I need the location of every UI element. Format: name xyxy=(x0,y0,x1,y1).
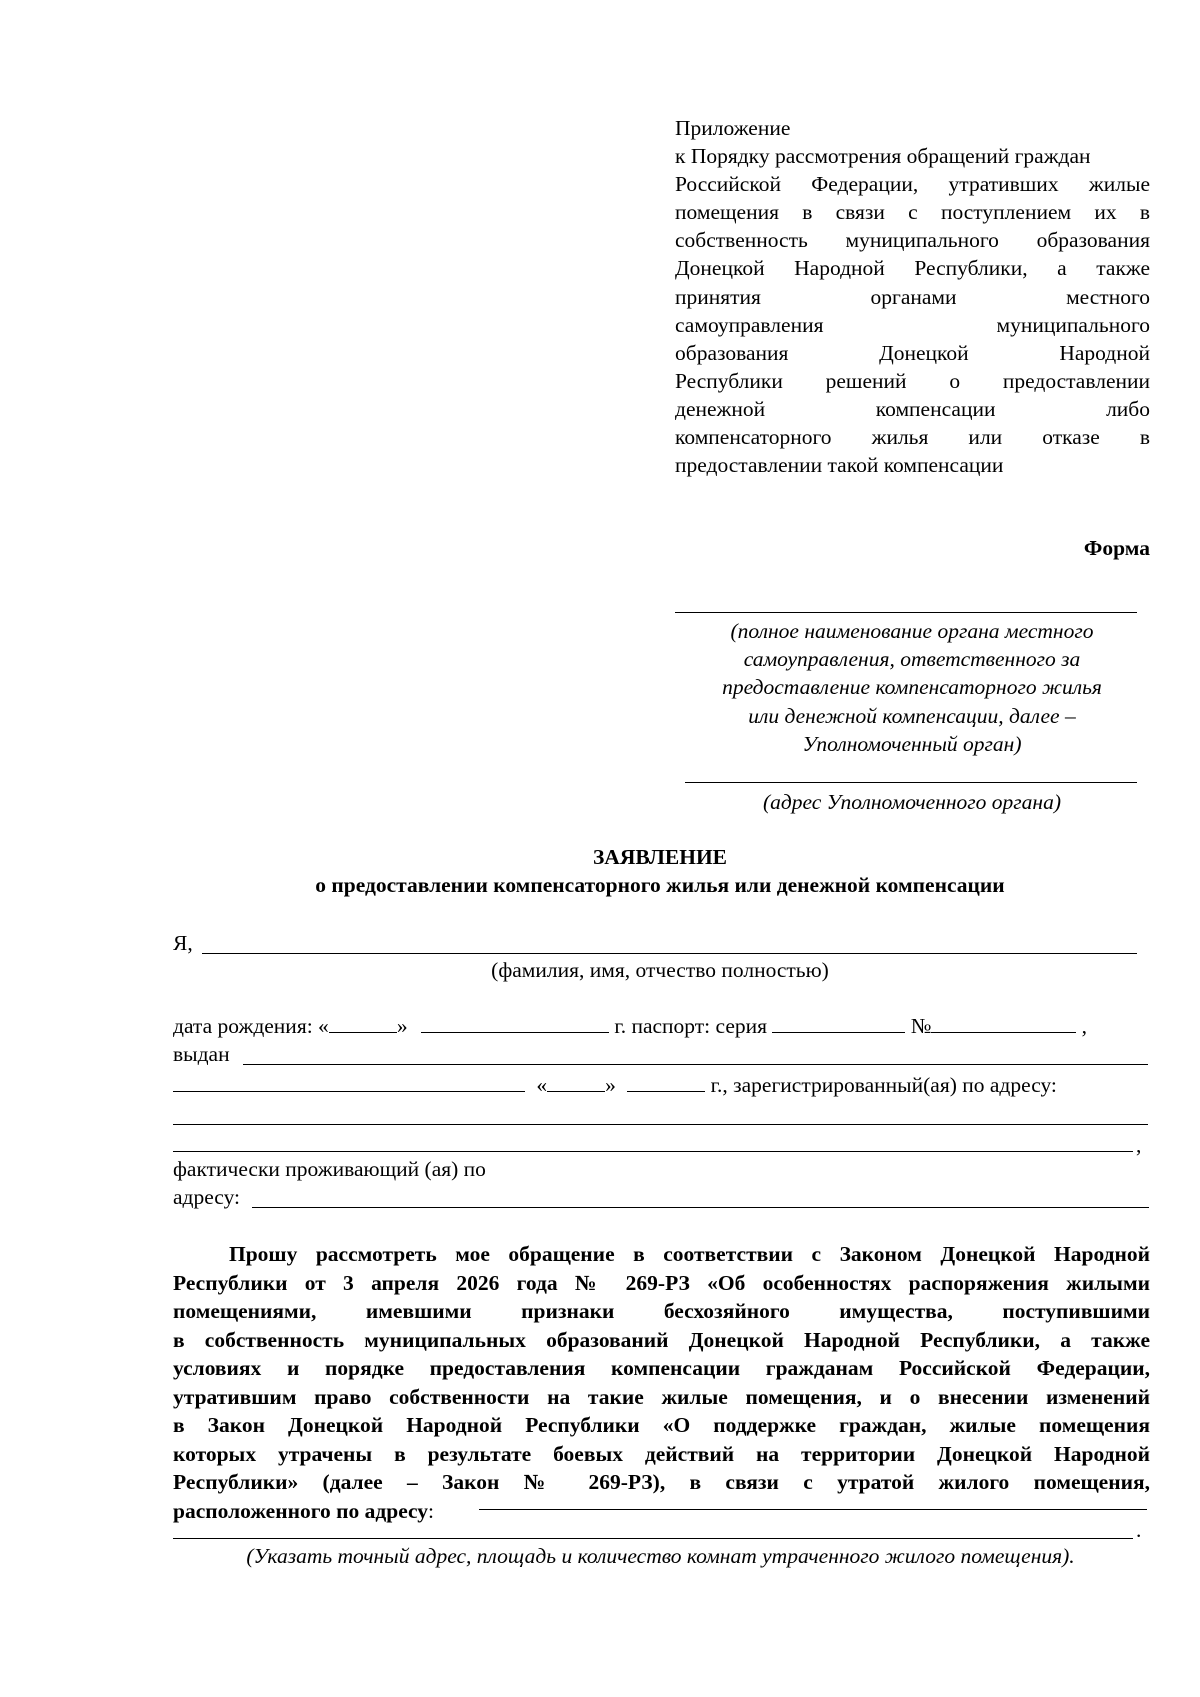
appendix-line: принятия органами местного xyxy=(675,284,1150,309)
located-at-label: расположенного по адресу xyxy=(173,1498,429,1523)
authority-address-line[interactable] xyxy=(685,782,1137,783)
issue-day-field[interactable] xyxy=(547,1073,605,1092)
lost-property-address-line-2[interactable] xyxy=(173,1538,1133,1539)
appendix-line: собственность муниципального образования xyxy=(675,228,1150,253)
actual-address-label: адресу: xyxy=(173,1185,241,1209)
fio-caption: (фамилия, имя, отчество полностью) xyxy=(491,958,829,982)
passport-number-label: № xyxy=(910,1014,932,1038)
lost-property-caption: (Указать точный адрес, площадь и количество комнат утраченного жилого помещения). xyxy=(246,1544,1075,1568)
birth-month-year-field[interactable] xyxy=(421,1014,609,1033)
document-subtitle: о предоставлении компенсаторного жилья или денежной компенсации xyxy=(315,873,1005,897)
comma: , xyxy=(1081,1014,1088,1038)
appendix-line: Приложение xyxy=(675,116,791,140)
request-line: в собственность муниципальных образований Донецкой Народной Республики, а также xyxy=(173,1327,1150,1352)
request-line: условиях и порядке предоставления компенсации гражданам Российской Федерации, xyxy=(173,1356,1150,1380)
request-line-last xyxy=(173,1497,1150,1526)
request-line: помещениями, имевшими признаки бесхозяйного имущества, поступившими xyxy=(173,1299,1150,1323)
appendix-line: предоставлении такой компенсации xyxy=(675,453,1004,478)
colon: : xyxy=(428,1498,435,1523)
i-label: Я, xyxy=(173,931,193,955)
request-paragraph xyxy=(173,1240,1150,1525)
birth-passport-row xyxy=(173,1012,1087,1040)
appendix-line: компенсаторного жилья или отказе в xyxy=(675,425,1150,450)
document-title: ЗАЯВЛЕНИЕ xyxy=(592,845,728,869)
request-line: утратившим право собственности на такие жилые помещения, и о внесении изменений xyxy=(173,1384,1150,1409)
actual-address-field[interactable] xyxy=(252,1207,1149,1208)
issued-label: выдан xyxy=(173,1042,230,1066)
request-line: которых утрачены в результате боевых действий на территории Донецкой Народной xyxy=(173,1441,1150,1466)
comma: , xyxy=(1136,1133,1142,1157)
appendix-line: Донецкой Народной Республики, а также xyxy=(675,256,1150,281)
issue-open-quote: « xyxy=(536,1073,548,1097)
passport-series-label: г. паспорт: серия xyxy=(614,1014,768,1038)
period: . xyxy=(1136,1518,1142,1542)
appendix-line: денежной компенсации либо xyxy=(675,396,1150,421)
authority-caption-line: предоставление компенсаторного жилья xyxy=(722,675,1102,700)
authority-caption-line: или денежной компенсации, далее – xyxy=(748,703,1076,728)
authority-caption-line: Уполномоченный орган) xyxy=(802,731,1022,756)
appendix-line: Российской Федерации, утративших жилые xyxy=(675,172,1150,197)
request-line: Республики от 3 апреля 2026 года № 269-РЗ «Об особенностях распоряжения жилыми xyxy=(173,1270,1150,1295)
appendix-line: к Порядку рассмотрения обращений граждан xyxy=(675,144,1091,169)
issued-by-continued-field[interactable] xyxy=(173,1073,525,1092)
authority-caption-line: (полное наименование органа местного xyxy=(730,619,1094,643)
issue-close-quote: » xyxy=(605,1073,616,1097)
passport-series-field[interactable] xyxy=(772,1014,905,1033)
authority-caption xyxy=(675,617,1149,758)
registered-label: г., зарегистрированный(ая) по адресу: xyxy=(710,1073,1057,1097)
issue-date-row xyxy=(173,1071,1057,1099)
appendix-line: помещения в связи с поступлением их в xyxy=(675,200,1150,225)
appendix-line: самоуправления муниципального xyxy=(675,312,1150,337)
lost-property-address-line-1[interactable] xyxy=(479,1509,1147,1510)
issue-month-year-field[interactable] xyxy=(627,1073,705,1092)
birth-close-quote: » xyxy=(396,1014,408,1038)
appendix-line: образования Донецкой Народной xyxy=(675,340,1150,365)
authority-name-line[interactable] xyxy=(675,612,1137,613)
fio-field[interactable] xyxy=(202,953,1137,954)
issued-by-field[interactable] xyxy=(243,1064,1148,1065)
registered-address-line-1[interactable] xyxy=(173,1124,1148,1125)
request-line: в Закон Донецкой Народной Республики «О поддержке граждан, жилые помещения xyxy=(173,1413,1150,1437)
appendix-line: Республики решений о предоставлении xyxy=(675,368,1150,393)
address-caption: (адрес Уполномоченного органа) xyxy=(762,790,1062,814)
passport-number-field[interactable] xyxy=(931,1014,1076,1033)
form-label: Форма xyxy=(1083,536,1150,560)
request-line: Республики» (далее – Закон № 269-РЗ), в связи с утратой жилого помещения, xyxy=(173,1470,1150,1494)
request-line: Прошу рассмотреть мое обращение в соответствии с Законом Донецкой Народной xyxy=(229,1242,1150,1266)
registered-address-line-2[interactable] xyxy=(173,1151,1133,1152)
birth-label: дата рождения: « xyxy=(173,1014,329,1038)
actual-residence-label: фактически проживающий (ая) по xyxy=(173,1157,486,1181)
authority-caption-line: самоуправления, ответственного за xyxy=(743,647,1081,672)
birth-day-field[interactable] xyxy=(329,1014,397,1033)
appendix-header xyxy=(675,114,1150,479)
